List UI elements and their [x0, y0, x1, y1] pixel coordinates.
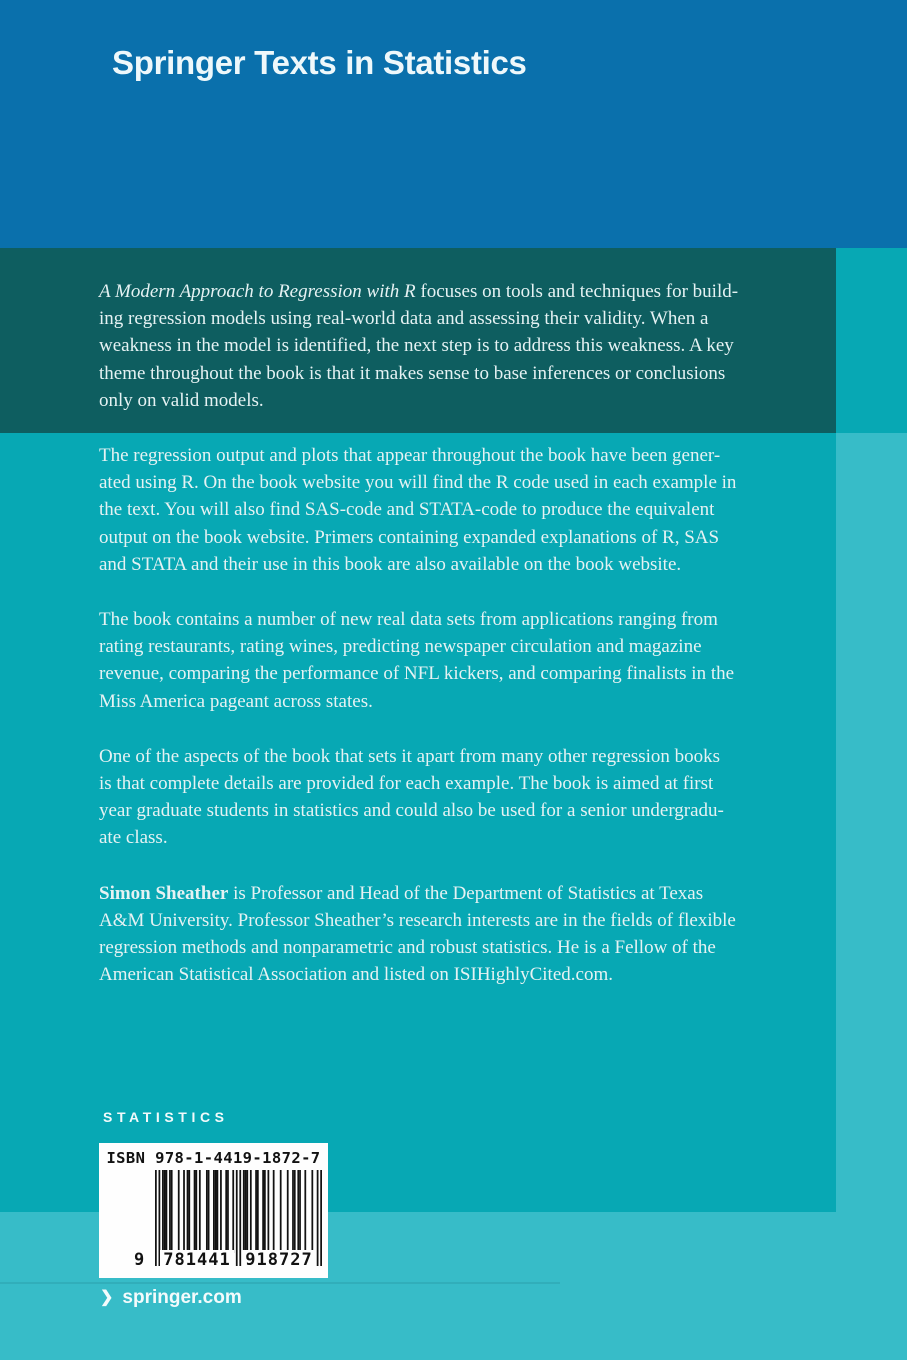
- text-line: Simon Sheather is Professor and Head of the Department of Statistics at Texas: [99, 882, 704, 904]
- text-line: regression methods and nonparametric and robust statistics. He is a Fellow of the: [99, 937, 716, 959]
- publisher-link: [100, 1287, 242, 1309]
- footer-divider: [0, 1282, 560, 1284]
- text-line: ing regression models using real-world data and assessing their validity. When a: [99, 308, 709, 330]
- text-line: revenue, comparing the performance of NFL kickers, and comparing finalists in the: [99, 663, 735, 685]
- publisher-url: springer.com: [122, 1287, 242, 1308]
- barcode-digits-left: 781441: [160, 1250, 234, 1270]
- text-line: weakness in the model is identified, the next step is to address this weakness. A key: [99, 335, 734, 357]
- text-line: year graduate students in statistics and could also be used for a senior undergradu-: [99, 800, 724, 822]
- text-line: Miss America pageant across states.: [99, 690, 373, 712]
- isbn-barcode: [99, 1143, 328, 1278]
- text-line: the text. You will also find SAS-code and STATA-code to produce the equivalent: [99, 499, 715, 521]
- text-line: ate class.: [99, 827, 168, 849]
- text-line: output on the book website. Primers containing expanded explanations of R, SAS: [99, 526, 720, 548]
- chevron-icon: ❯: [100, 1289, 114, 1306]
- text-line: American Statistical Association and listed on ISIHighlyCited.com.: [99, 964, 613, 986]
- text-line: ated using R. On the book website you will find the R code used in each example in: [99, 472, 737, 494]
- text-line: One of the aspects of the book that sets it apart from many other regression books: [99, 745, 721, 767]
- text-line: A&M University. Professor Sheather’s research interests are in the fields of flexible: [99, 909, 736, 931]
- paragraph: [99, 442, 823, 578]
- category-label: STATISTICS: [103, 1109, 229, 1125]
- text-line: A Modern Approach to Regression with R focuses on tools and techniques for build-: [99, 281, 739, 302]
- edge-strip: [836, 248, 907, 433]
- body-text: [99, 278, 823, 1016]
- text-line: theme throughout the book is that it makes sense to base inferences or conclusions: [99, 362, 726, 384]
- paragraph: [99, 278, 823, 414]
- text-line: and STATA and their use in this book are also available on the book website.: [99, 553, 682, 575]
- barcode-digits-right: 918727: [242, 1250, 316, 1270]
- text-line: rating restaurants, rating wines, predicting newspaper circulation and magazine: [99, 636, 702, 658]
- paragraph: [99, 606, 823, 715]
- header-band: [0, 0, 907, 248]
- text-line: The regression output and plots that appear throughout the book have been gener-: [99, 445, 721, 467]
- text-line: is that complete details are provided for each example. The book is aimed at first: [99, 773, 714, 795]
- paragraph: [99, 880, 823, 989]
- text-line: The book contains a number of new real data sets from applications ranging from: [99, 609, 718, 631]
- text-line: only on valid models.: [99, 389, 264, 411]
- series-title: Springer Texts in Statistics: [112, 44, 527, 81]
- barcode-digit-first: 9: [134, 1250, 146, 1270]
- isbn-number: ISBN 978-1-4419-1872-7: [106, 1149, 321, 1167]
- paragraph: [99, 743, 823, 852]
